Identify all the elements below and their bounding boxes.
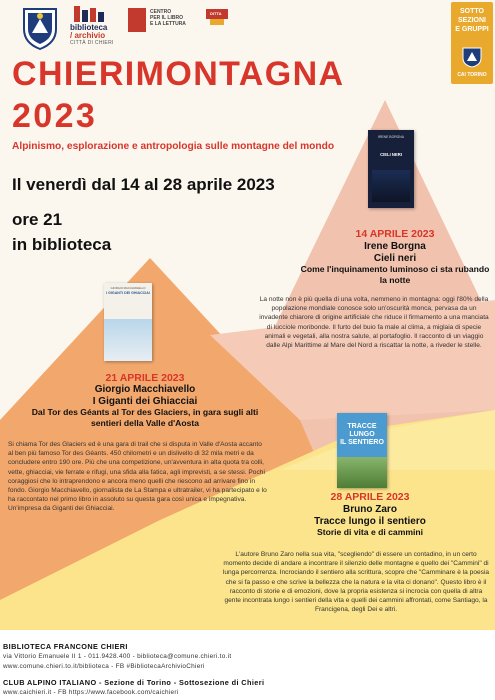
sottosezioni-badge (451, 2, 493, 84)
footer-library-web: www.comune.chieri.to.it/biblioteca - FB #BibliotecaArchivioChieri (3, 663, 205, 670)
event-title (20, 396, 270, 429)
schedule-place: in biblioteca (12, 235, 112, 254)
footer-library-name: BIBLIOTECA FRANCONE CHIERI (3, 642, 128, 651)
schedule-time: ore 21 (12, 210, 63, 229)
event-author: Bruno Zaro (343, 504, 397, 515)
book-cover-cieli-neri (368, 130, 414, 208)
event-book-subtitle: Storie di vita e di cammini (316, 527, 424, 537)
centro-libro-text (150, 10, 186, 27)
event-book-title: I Giganti dei Ghiacciai (92, 396, 198, 407)
book-cover-image (104, 319, 152, 361)
event-author: Irene Borgna (364, 241, 426, 252)
event-book-subtitle: Dal Tor des Géants al Tor des Glaciers, in gara sugli alti sentieri della Valle d'Aosta (31, 407, 259, 428)
archivio-logo-text: / archivio (70, 31, 106, 41)
centro-libro-line: E LA LETTURA (150, 20, 186, 27)
citta-chieri-text: CITTÀ DI CHIERI (70, 39, 114, 46)
event-author: Giorgio Macchiavello (94, 384, 196, 395)
biblioteca-logo-text: biblioteca (70, 23, 108, 32)
event-date: 14 APRILE 2023 (355, 228, 435, 240)
event-book-subtitle: Come l'inquinamento luminoso ci sta rubando la notte (300, 264, 490, 285)
footer-cai-name: CLUB ALPINO ITALIANO - Sezione di Torino - Sottosezione di Chieri (3, 678, 265, 687)
book-cover-giganti-ghiacciai (104, 283, 152, 361)
badge-line: SEZIONI (457, 17, 486, 24)
ditta-logo (206, 9, 228, 33)
event-book-title: Cieli neri (373, 253, 417, 264)
event-title (250, 516, 490, 538)
centro-libro-logo (128, 8, 193, 34)
book-cover-title-line: TRACCE LUNGO (347, 423, 377, 438)
page-year: 2023 (12, 97, 98, 135)
badge-line: E GRUPPI (455, 26, 489, 33)
book-cover-image (372, 170, 410, 202)
event-description: La notte non è più quella di una volta, nemmeno in montagna: oggi l'80% della popolazione mondiale conosce solo un'oscurità monca, pervasa da un invadente chiarore di origine artificiale che riduce il firmamento a una manciata di lucciole moribonde. Il furto del buio fa male al clima, a miglaia di specie animali e vegetali, alla nostra salute, al portafoglio. Il racconto di un viaggio dalle Alpi Marittime al Mare del Nord a riscattar la notte, a riveder le stelle. (259, 296, 489, 350)
book-cover-author: IRENE BORGNA (378, 135, 404, 139)
event-title (300, 253, 490, 286)
book-cover-title-line: IL SENTIERO (340, 439, 384, 446)
biblioteca-archivio-logo (70, 6, 125, 50)
centro-libro-line: CENTRO (150, 9, 172, 15)
event-date: 21 APRILE 2023 (105, 372, 185, 384)
book-cover-tracce-sentiero (337, 413, 387, 488)
centro-libro-line: PER IL LIBRO (150, 14, 183, 21)
footer-library-contact: via Vittorio Emanuele II 1 - 011.9428.400 - biblioteca@comune.chieri.to.it (3, 653, 232, 660)
book-cover-title (337, 423, 387, 447)
event-description: L'autore Bruno Zaro nella sua vita, "scegliendo" di essere un contadino, in un certo momento decide di andare a incontrare il silenzio delle montagne e quello dei "Cammini" di lunga percorrenza. Incrociando il sentiero alla scrittura, scopre che "Camminare è la poesia che si fa passo e che scrive la bellezza che la natura e la vita ci donano". Questo libro è il racconto di storie e di emozioni, dove la propria esistenza si incrocia con quella di altra gente incontrata lungo i sentieri della vita e quelli dei cammini affrontati, come Santiago, la Francigena, degli Dei e altri. (222, 551, 490, 614)
cai-badge-icon (461, 46, 483, 68)
book-cover-author: GIORGIO MACCHIAVELLO (110, 286, 146, 290)
schedule-dates: Il venerdì dal 14 al 28 aprile 2023 (12, 175, 275, 194)
event-description: Si chiama Tor des Glaciers ed è una gara di trail che si disputa in Valle d'Aosta accanto al ben più famoso Tor des Géants. 450 chilometri e un dislivello di 32 mila metri e da concludere entro 190 ore. Più che una competizione, un'avventura in alta quota tra colli, vette, ghiacciai, vie ferrate e rifugi, una sfida alla fatica, agli imprevisti, a se stessi. Pochi coraggiosi che lo intraprendono e ancora meno quelli che riescono ad arrivare fino in fondo. Giorgio Macchiavello, giornalista de La Stampa e ultratrailer, vi ha partecipato e lo ha raccontato nel primo libro in assoluto su questa gara così unica e impegnativa. Un'impresa da Giganti dei Ghiacciai. (8, 441, 267, 513)
event-date: 28 APRILE 2023 (330, 491, 410, 503)
book-cover-image (337, 457, 387, 488)
cai-logo (20, 5, 60, 51)
book-cover-title: CIELI NERI (380, 152, 402, 157)
cai-torino-label: CAI TORINO (457, 72, 487, 78)
footer-cai-web: www.caichieri.it - FB https://www.facebook.com/caichieri (3, 689, 179, 696)
centro-libro-mark (128, 8, 146, 32)
badge-line: SOTTO (460, 8, 484, 15)
page-subtitle: Alpinismo, esplorazione e antropologia sulle montagne del mondo (12, 141, 335, 152)
event-book-title: Tracce lungo il sentiero (314, 516, 426, 527)
page-title: CHIERIMONTAGNA (12, 55, 345, 93)
ditta-label: DITTA (210, 11, 222, 16)
book-cover-title: I GIGANTI DEI GHIACCIAI (106, 291, 150, 295)
